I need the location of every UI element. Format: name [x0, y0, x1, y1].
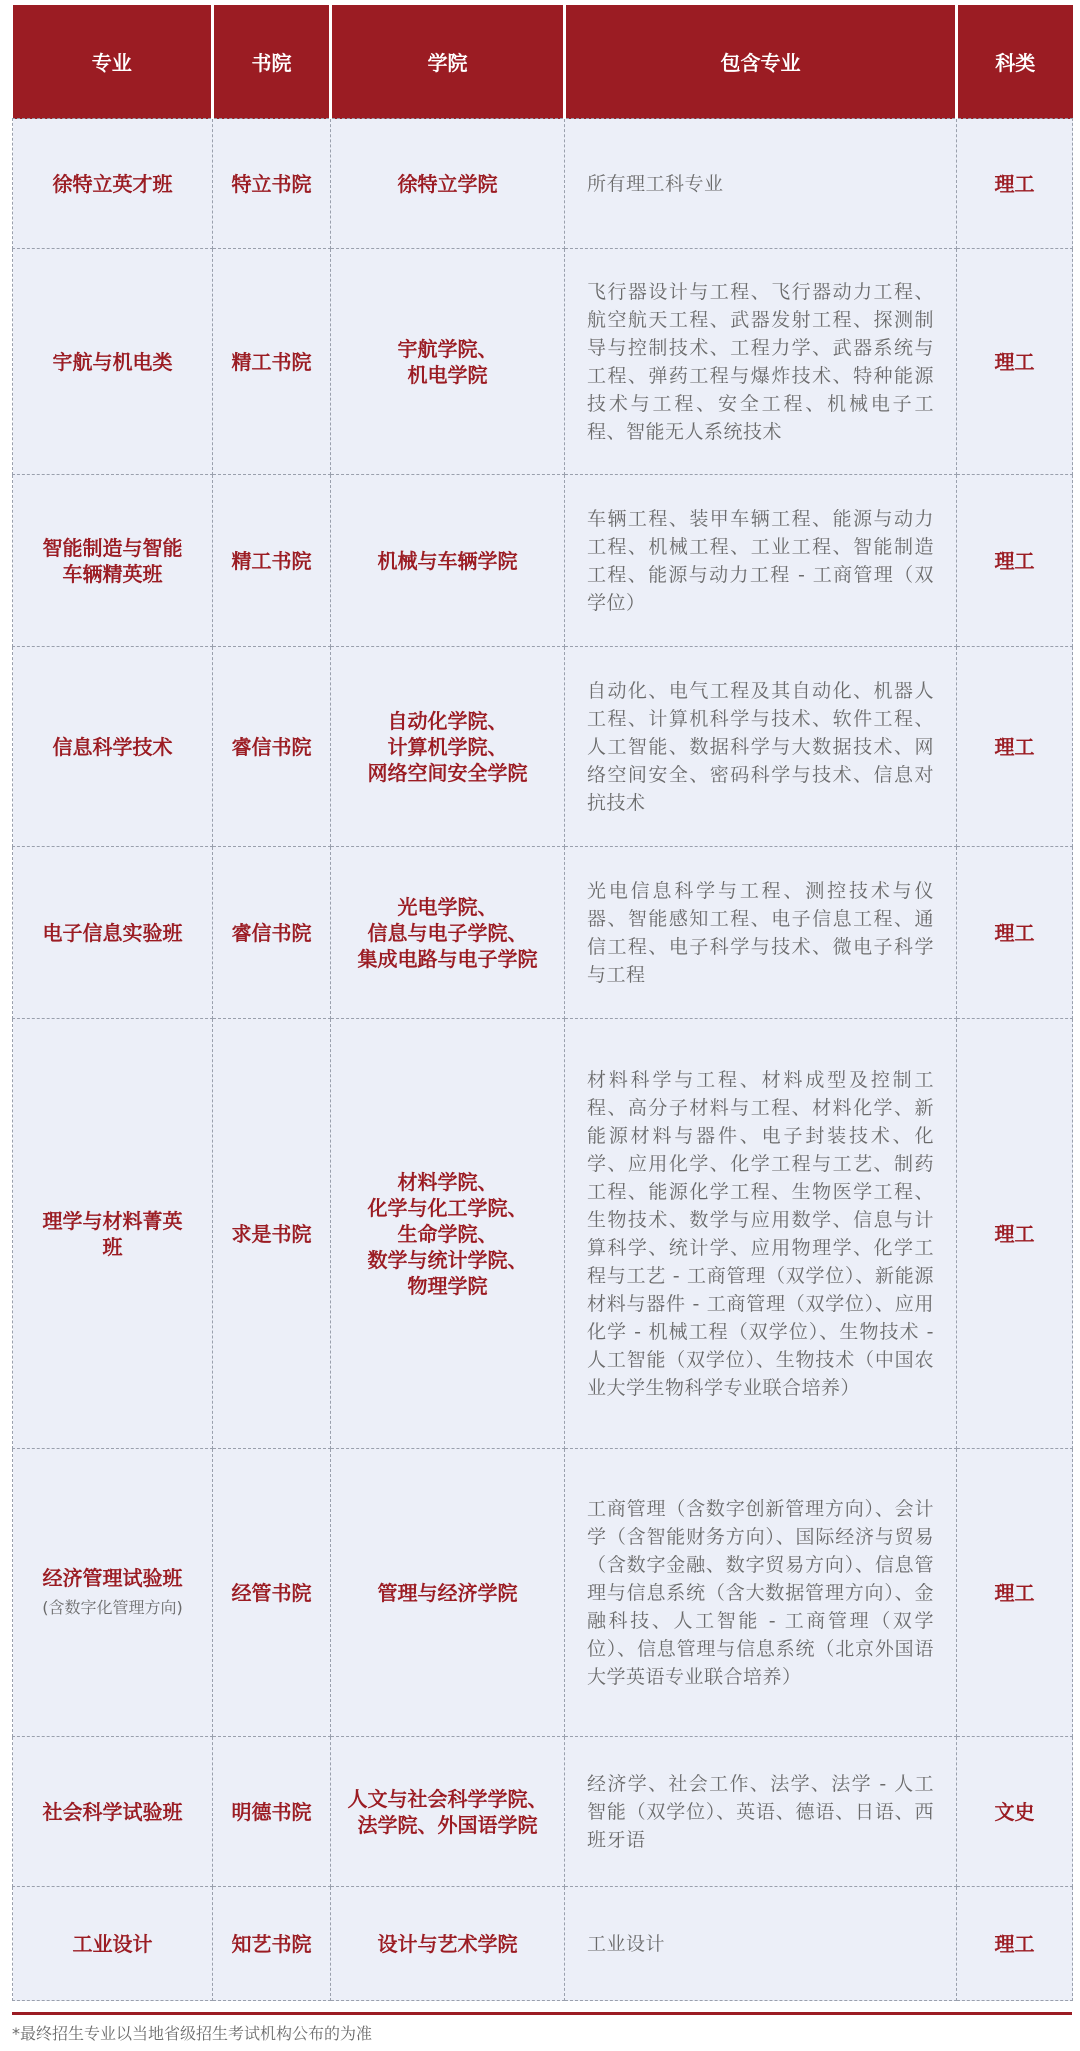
- cell-academy: 精工书院: [213, 475, 331, 647]
- major-name: 徐特立英才班: [52, 171, 173, 196]
- college-name: 法学院、外国语学院: [357, 1812, 538, 1837]
- cell-major: [13, 847, 213, 1019]
- cell-category: 理工: [957, 647, 1073, 847]
- header-included-majors: 包含专业: [565, 5, 957, 119]
- cell-academy: 特立书院: [213, 119, 331, 249]
- cell-academy: 知艺书院: [213, 1887, 331, 2001]
- cell-major: [13, 1019, 213, 1449]
- major-name: 宇航与机电类: [52, 349, 173, 374]
- cell-colleges: [331, 847, 565, 1019]
- table-header-row: [13, 5, 1073, 119]
- college-name: 管理与经济学院: [377, 1580, 518, 1605]
- college-name: 生命学院、: [397, 1221, 498, 1246]
- footnote: *最终招生专业以当地省级招生考试机构公布的为准: [12, 2024, 373, 2043]
- college-name: 机械与车辆学院: [377, 548, 518, 573]
- cell-major: [13, 1449, 213, 1737]
- cell-major: [13, 475, 213, 647]
- cell-category: 理工: [957, 119, 1073, 249]
- table-row: [13, 1449, 1073, 1737]
- cell-academy: 经管书院: [213, 1449, 331, 1737]
- cell-major: [13, 249, 213, 475]
- cell-academy: 睿信书院: [213, 847, 331, 1019]
- header-category: 科类: [957, 5, 1073, 119]
- cell-colleges: [331, 119, 565, 249]
- table-row: [13, 847, 1073, 1019]
- cell-included-majors: 光电信息科学与工程、测控技术与仪器、智能感知工程、电子信息工程、通信工程、电子科学与技术、微电子科学与工程: [565, 847, 957, 1019]
- major-name: 社会科学试验班: [42, 1799, 183, 1824]
- college-name: 计算机学院、: [387, 734, 508, 759]
- cell-academy: 明德书院: [213, 1737, 331, 1887]
- major-subtitle: (含数字化管理方向): [42, 1597, 183, 1617]
- cell-category: 理工: [957, 1019, 1073, 1449]
- college-name: 自动化学院、: [387, 708, 508, 733]
- college-name: 徐特立学院: [397, 171, 498, 196]
- table-body: [13, 119, 1073, 2001]
- cell-colleges: [331, 1887, 565, 2001]
- major-name: 智能制造与智能车辆精英班: [42, 535, 183, 586]
- cell-included-majors: 材料科学与工程、材料成型及控制工程、高分子材料与工程、材料化学、新能源材料与器件、电子封装技术、化学、应用化学、化学工程与工艺、制药工程、能源化学工程、生物医学工程、生物技术、数学与应用数学、信息与计算科学、统计学、应用物理学、化学工程与工艺 - 工商管理（双学位）、新能源材料与器件 - 工商管理（双学位）、应用化学 - 机械工程（双学位）、生物技术 - 人工智能（双学位）、生物技术（中国农业大学生物科学专业联合培养）: [565, 1019, 957, 1449]
- cell-major: [13, 647, 213, 847]
- college-name: 集成电路与电子学院: [357, 946, 538, 971]
- major-name: 工业设计: [72, 1931, 153, 1956]
- cell-category: 理工: [957, 1449, 1073, 1737]
- cell-included-majors: 经济学、社会工作、法学、法学 - 人工智能（双学位）、英语、德语、日语、西班牙语: [565, 1737, 957, 1887]
- table-row: [13, 1887, 1073, 2001]
- cell-academy: 求是书院: [213, 1019, 331, 1449]
- major-name: 信息科学技术: [52, 734, 173, 759]
- college-name: 人文与社会科学学院、: [347, 1786, 548, 1811]
- major-name: 经济管理试验班: [42, 1565, 183, 1590]
- cell-category: 理工: [957, 847, 1073, 1019]
- cell-category: 文史: [957, 1737, 1073, 1887]
- college-name: 机电学院: [407, 362, 488, 387]
- header-college: 学院: [331, 5, 565, 119]
- college-name: 物理学院: [407, 1273, 488, 1298]
- table-row: [13, 475, 1073, 647]
- cell-category: 理工: [957, 475, 1073, 647]
- college-name: 化学与化工学院、: [367, 1195, 528, 1220]
- cell-included-majors: 所有理工科专业: [565, 119, 957, 249]
- table-row: [13, 1019, 1073, 1449]
- college-name: 材料学院、: [397, 1169, 498, 1194]
- cell-included-majors: 自动化、电气工程及其自动化、机器人工程、计算机科学与技术、软件工程、人工智能、数据科学与大数据技术、网络空间安全、密码科学与技术、信息对抗技术: [565, 647, 957, 847]
- majors-table-container: [12, 5, 1072, 2001]
- header-academy: 书院: [213, 5, 331, 119]
- cell-category: 理工: [957, 1887, 1073, 2001]
- cell-colleges: [331, 475, 565, 647]
- cell-category: 理工: [957, 249, 1073, 475]
- cell-colleges: [331, 249, 565, 475]
- cell-included-majors: 工业设计: [565, 1887, 957, 2001]
- cell-colleges: [331, 1737, 565, 1887]
- table-row: [13, 647, 1073, 847]
- cell-included-majors: 飞行器设计与工程、飞行器动力工程、航空航天工程、武器发射工程、探测制导与控制技术、工程力学、武器系统与工程、弹药工程与爆炸技术、特种能源技术与工程、安全工程、机械电子工程、智能无人系统技术: [565, 249, 957, 475]
- majors-table: [12, 5, 1073, 2001]
- college-name: 数学与统计学院、: [367, 1247, 528, 1272]
- cell-included-majors: 工商管理（含数字创新管理方向）、会计学（含智能财务方向）、国际经济与贸易（含数字金融、数字贸易方向）、信息管理与信息系统（含大数据管理方向）、金融科技、人工智能 - 工商管理（双学位）、信息管理与信息系统（北京外国语大学英语专业联合培养）: [565, 1449, 957, 1737]
- college-name: 信息与电子学院、: [367, 920, 528, 945]
- cell-major: [13, 119, 213, 249]
- cell-colleges: [331, 647, 565, 847]
- table-row: [13, 249, 1073, 475]
- table-row: [13, 1737, 1073, 1887]
- cell-academy: 睿信书院: [213, 647, 331, 847]
- cell-colleges: [331, 1019, 565, 1449]
- college-name: 设计与艺术学院: [377, 1931, 518, 1956]
- cell-colleges: [331, 1449, 565, 1737]
- major-name: 电子信息实验班: [42, 920, 183, 945]
- college-name: 光电学院、: [397, 894, 498, 919]
- cell-major: [13, 1737, 213, 1887]
- table-row: [13, 119, 1073, 249]
- header-major: 专业: [13, 5, 213, 119]
- college-name: 宇航学院、: [397, 336, 498, 361]
- bottom-rule: [12, 2012, 1072, 2015]
- cell-included-majors: 车辆工程、装甲车辆工程、能源与动力工程、机械工程、工业工程、智能制造工程、能源与动力工程 - 工商管理（双学位）: [565, 475, 957, 647]
- college-name: 网络空间安全学院: [367, 760, 528, 785]
- cell-academy: 精工书院: [213, 249, 331, 475]
- major-name: 理学与材料菁英班: [42, 1208, 183, 1259]
- cell-major: [13, 1887, 213, 2001]
